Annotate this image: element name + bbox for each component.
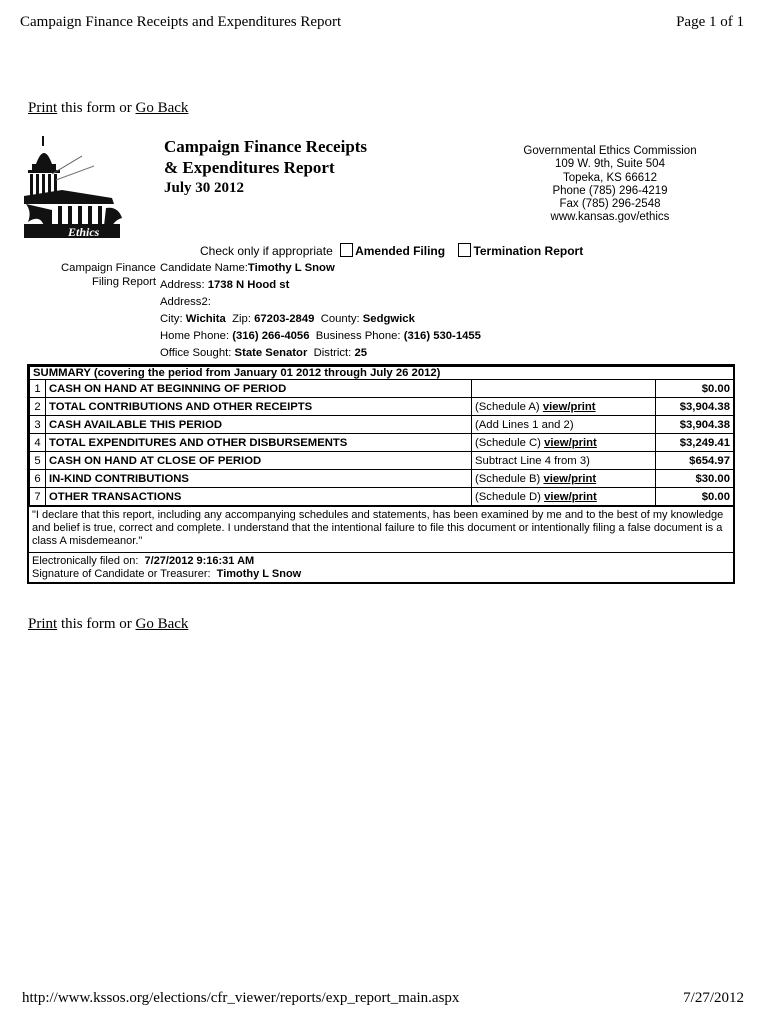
phone-row — [160, 328, 481, 345]
title-line-1: Campaign Finance Receipts — [164, 137, 368, 156]
filing-report-label: Filing Report — [92, 276, 157, 288]
business-phone-value: (316) 530-1455 — [403, 330, 481, 342]
line-schedule — [472, 434, 656, 452]
view-print-link[interactable]: view/print — [542, 400, 596, 413]
campaign-finance-label: Campaign Finance — [61, 262, 156, 274]
summary-box — [27, 364, 735, 584]
summary-row — [30, 470, 734, 488]
page-header-title: Campaign Finance Receipts and Expenditures Report — [20, 14, 342, 30]
address-value: 1738 N Hood st — [207, 279, 290, 291]
county-value: Sedgwick — [362, 313, 415, 325]
line-amount: $0.00 — [656, 488, 734, 506]
filed-on-row — [32, 555, 730, 568]
line-amount: $0.00 — [656, 380, 734, 398]
go-back-link[interactable]: Go Back — [135, 616, 189, 632]
check-prompt: Check only if appropriate — [200, 244, 333, 258]
office-value: State Senator — [234, 347, 308, 359]
filing-type-row — [200, 243, 583, 258]
go-back-link[interactable]: Go Back — [135, 100, 189, 116]
line-number: 4 — [30, 434, 46, 452]
line-amount: $3,904.38 — [656, 398, 734, 416]
nav-links-top — [28, 100, 188, 117]
line-description: IN-KIND CONTRIBUTIONS — [46, 470, 472, 488]
line-number: 3 — [30, 416, 46, 434]
view-print-link[interactable]: view/print — [544, 436, 597, 449]
seal-text: Ethics — [68, 225, 100, 239]
candidate-name: Timothy L Snow — [247, 262, 335, 274]
city-value: Wichita — [185, 313, 226, 325]
footer-url: http://www.kssos.org/elections/cfr_viewer/reports/exp_report_main.aspx — [22, 990, 460, 1006]
print-link[interactable]: Print — [28, 616, 58, 632]
commission-address-1: 109 W. 9th, Suite 504 — [555, 158, 665, 171]
line-schedule — [472, 398, 656, 416]
line-amount: $30.00 — [656, 470, 734, 488]
filing-details — [29, 552, 733, 582]
line-number: 5 — [30, 452, 46, 470]
line-description: CASH ON HAND AT CLOSE OF PERIOD — [46, 452, 472, 470]
line-description: TOTAL EXPENDITURES AND OTHER DISBURSEMENTS — [46, 434, 472, 452]
line-schedule — [472, 380, 656, 398]
commission-fax: Fax (785) 296-2548 — [559, 198, 661, 211]
line-schedule — [472, 470, 656, 488]
city-label: City: — [160, 313, 183, 325]
nav-text: this form or — [57, 616, 136, 632]
summary-row — [30, 416, 734, 434]
summary-row — [30, 398, 734, 416]
view-print-link[interactable]: view/print — [543, 472, 597, 485]
schedule-label: (Schedule C) — [475, 436, 545, 449]
schedule-label: (Schedule B) — [475, 472, 544, 485]
city-row — [160, 311, 481, 328]
line-amount: $654.97 — [656, 452, 734, 470]
filed-on-value: 7/27/2012 9:16:31 AM — [144, 555, 255, 567]
line-number: 1 — [30, 380, 46, 398]
title-line-2: & Expenditures Report — [164, 158, 335, 177]
footer-date: 7/27/2012 — [683, 990, 744, 1006]
commission-address-2: Topeka, KS 66612 — [563, 171, 657, 184]
address-label: Address: — [160, 279, 205, 291]
district-value: 25 — [354, 347, 368, 359]
termination-report-label: Termination Report — [473, 244, 584, 258]
county-label: County: — [320, 313, 360, 325]
nav-text: this form or — [57, 100, 136, 116]
line-description: OTHER TRANSACTIONS — [46, 488, 472, 506]
line-amount: $3,249.41 — [656, 434, 734, 452]
termination-report-checkbox[interactable] — [458, 243, 471, 257]
commission-website: www.kansas.gov/ethics — [550, 211, 670, 224]
candidate-info — [160, 260, 481, 362]
report-date: July 30 2012 — [164, 180, 245, 196]
nav-links-bottom — [28, 616, 188, 633]
commission-name: Governmental Ethics Commission — [523, 145, 697, 157]
summary-row — [30, 380, 734, 398]
line-schedule — [472, 452, 656, 470]
address2-row — [160, 294, 481, 311]
signature-label: Signature of Candidate or Treasurer: — [32, 567, 211, 580]
zip-value: 67203-2849 — [254, 313, 315, 325]
schedule-label: (Add Lines 1 and 2) — [475, 418, 574, 431]
line-schedule — [472, 416, 656, 434]
schedule-label: Subtract Line 4 from 3) — [475, 454, 590, 467]
schedule-label: (Schedule D) — [475, 490, 545, 503]
line-description: CASH ON HAND AT BEGINNING OF PERIOD — [46, 380, 472, 398]
office-label: Office Sought: — [160, 347, 232, 359]
line-number: 6 — [30, 470, 46, 488]
summary-heading-row — [30, 367, 734, 380]
commission-phone: Phone (785) 296-4219 — [552, 184, 668, 197]
summary-row — [30, 452, 734, 470]
district-label: District: — [313, 347, 352, 359]
summary-table — [29, 366, 734, 506]
declaration-text: "I declare that this report, including any accompanying schedules and statements, has been examined by me and to the best of my knowledge and belief is true, correct and complete. I understand that the intentional failure to file this document or intentionally filing a false document is a class A misdemeanor." — [29, 506, 733, 552]
schedule-label: (Schedule A) — [475, 400, 543, 413]
summary-heading: SUMMARY (covering the period from January 01 2012 through July 26 2012) — [30, 367, 734, 380]
summary-row — [30, 434, 734, 452]
print-link[interactable]: Print — [28, 100, 58, 116]
candidate-name-row — [160, 260, 481, 277]
candidate-name-label: Candidate Name: — [160, 262, 248, 274]
summary-row — [30, 488, 734, 506]
page-number: Page 1 of 1 — [676, 14, 744, 30]
amended-filing-label: Amended Filing — [355, 244, 446, 258]
filed-on-label: Electronically filed on: — [32, 555, 139, 567]
address2-label: Address2: — [160, 296, 211, 308]
signature-value: Timothy L Snow — [216, 567, 302, 580]
ethics-seal-logo — [22, 134, 134, 240]
line-amount: $3,904.38 — [656, 416, 734, 434]
signature-row — [32, 568, 730, 581]
office-row — [160, 345, 481, 362]
business-phone-label: Business Phone: — [315, 330, 401, 342]
zip-label: Zip: — [232, 313, 251, 325]
home-phone-label: Home Phone: — [160, 330, 230, 342]
line-schedule — [472, 488, 656, 506]
amended-filing-checkbox[interactable] — [340, 243, 353, 257]
line-description: TOTAL CONTRIBUTIONS AND OTHER RECEIPTS — [46, 398, 472, 416]
commission-address — [510, 145, 710, 225]
address-row — [160, 277, 481, 294]
home-phone-value: (316) 266-4056 — [232, 330, 310, 342]
report-title — [164, 136, 367, 199]
line-number: 2 — [30, 398, 46, 416]
line-number: 7 — [30, 488, 46, 506]
view-print-link[interactable]: view/print — [544, 490, 597, 503]
line-description: CASH AVAILABLE THIS PERIOD — [46, 416, 472, 434]
